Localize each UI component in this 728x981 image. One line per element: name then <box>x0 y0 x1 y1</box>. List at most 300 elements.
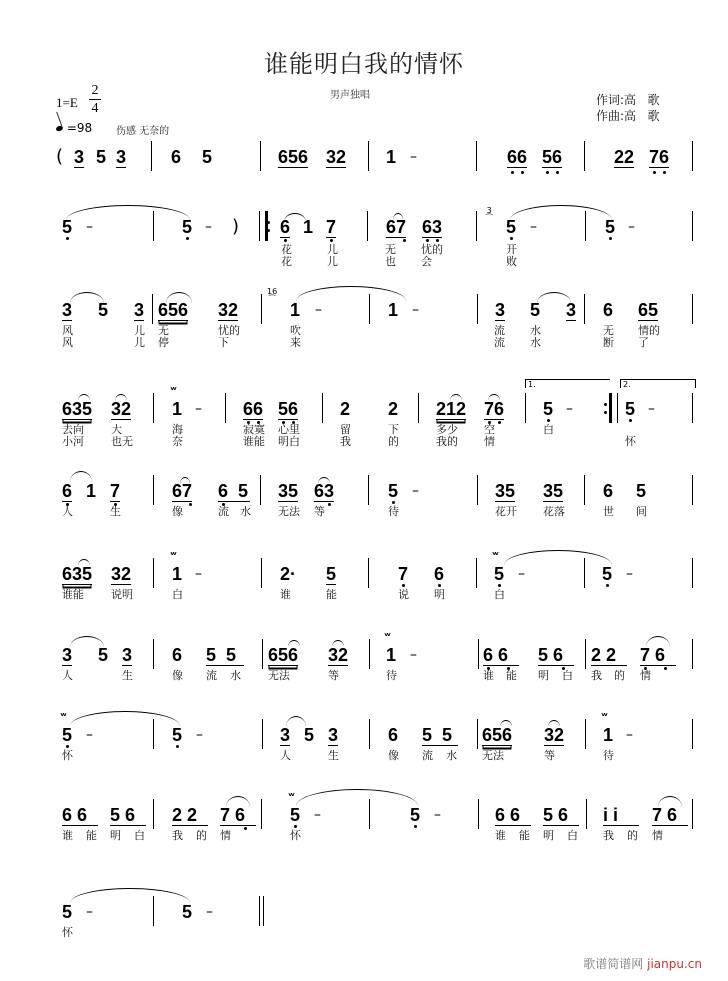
barline <box>585 719 586 749</box>
barline <box>368 141 369 171</box>
lyric: 开 <box>506 243 517 256</box>
note: 5 <box>625 399 636 419</box>
note: 5 <box>202 147 213 167</box>
lyric: 生 <box>122 669 133 682</box>
lyric: 我 <box>172 829 183 842</box>
note: 5 <box>172 725 183 745</box>
tempo-marking <box>56 121 92 135</box>
note-group: 66 <box>507 147 528 167</box>
note-group: 66 <box>243 399 264 419</box>
note: 6 <box>434 564 445 584</box>
lyric: 等 <box>314 505 325 518</box>
note-group: 6 6 <box>495 805 531 826</box>
lyric: 下 <box>218 336 229 349</box>
barline <box>369 719 370 749</box>
lyric: 明 <box>543 829 554 842</box>
note-group: 32 <box>326 147 347 167</box>
barline <box>369 799 370 829</box>
barline <box>692 799 693 829</box>
lyric: 人 <box>280 749 291 762</box>
score-line-4 <box>0 380 728 459</box>
note: 3 <box>495 300 506 320</box>
note-group: 32 <box>111 399 132 419</box>
note: 5 <box>494 564 505 584</box>
lyric: 海 <box>172 423 183 436</box>
tie <box>66 205 190 220</box>
lyric: 流 <box>422 749 433 762</box>
barline <box>262 719 263 749</box>
note: 5 <box>182 902 193 922</box>
lyric: 无法 <box>268 669 290 682</box>
tie <box>296 286 406 301</box>
sustain-dash: – <box>195 566 202 582</box>
note-group: 656 <box>482 725 513 745</box>
barline <box>585 211 586 241</box>
lyric: 明 <box>434 588 445 601</box>
score-line-6 <box>0 551 728 614</box>
note: 1 <box>86 481 97 501</box>
lyric: 吹 <box>290 324 301 337</box>
note: 2 <box>340 399 351 419</box>
lyric: 情 <box>484 435 495 448</box>
lyric: 人 <box>62 669 73 682</box>
lyric: 情 <box>220 829 231 842</box>
note: 3 <box>280 725 291 745</box>
lyric: 生 <box>328 749 339 762</box>
note-group: 635 <box>62 564 93 584</box>
lyric: 的 <box>614 669 625 682</box>
lyric: 谁 <box>280 588 291 601</box>
barline <box>262 639 263 669</box>
expression-marking: 伤感 无奈的 <box>116 126 170 137</box>
note: 5 <box>602 564 613 584</box>
note: 5 <box>290 805 301 825</box>
sustain-dash: – <box>196 727 203 743</box>
sustain-dash: – <box>410 647 417 663</box>
note: 1 <box>172 564 183 584</box>
lyric: 也无 <box>111 435 133 448</box>
note: 1 <box>603 725 614 745</box>
note: 1 <box>172 399 183 419</box>
barline <box>153 639 154 669</box>
lyric: 能 <box>326 588 337 601</box>
volta-1: 1. <box>525 379 610 388</box>
mordent-icon: ᵛᵛ <box>492 551 498 561</box>
note: 5 <box>605 217 616 237</box>
barline <box>153 475 154 505</box>
note: 5 <box>530 300 541 320</box>
mordent-icon: ᵛᵛ <box>60 712 66 722</box>
note: 6 <box>280 217 291 237</box>
lyric: 像 <box>388 749 399 762</box>
lyric: 明 <box>110 829 121 842</box>
note: 5 <box>62 902 73 922</box>
barline <box>261 294 262 324</box>
grace-note: 3 ⁀ <box>486 206 493 223</box>
lyric: 忧的 <box>421 243 443 256</box>
barline <box>692 475 693 505</box>
note: 3 <box>62 300 73 320</box>
lyric: 白 <box>134 829 145 842</box>
score-line-8 <box>0 712 728 775</box>
sustain-dash: – <box>86 727 93 743</box>
sustain-dash: – <box>206 904 213 920</box>
barline <box>478 799 479 829</box>
lyric: 白 <box>567 829 578 842</box>
mordent-icon: ᵛᵛ <box>170 386 176 396</box>
barline <box>586 799 587 829</box>
lyric: 无法 <box>278 505 300 518</box>
note: 5 <box>182 217 193 237</box>
lyric: 我的 <box>436 435 458 448</box>
note-group: 7 6 <box>652 805 688 826</box>
key-signature: 1=E <box>56 95 78 110</box>
lyric: 说 <box>398 588 409 601</box>
lyric: 怀 <box>62 926 73 939</box>
barline <box>260 141 261 171</box>
note: 1 <box>303 217 314 237</box>
note-group: 35 <box>543 481 564 501</box>
lyric: 奈 <box>172 435 183 448</box>
note: 7 <box>398 564 409 584</box>
note-group: 63 <box>422 217 443 237</box>
lyric: 情 <box>652 829 663 842</box>
lyric: 儿 <box>134 324 145 337</box>
lyric: 风 <box>62 324 73 337</box>
note: 5 <box>96 147 107 167</box>
lyric: 花落 <box>543 505 565 518</box>
lyric: 心里 <box>278 423 300 436</box>
lyric: 谁能 <box>62 588 84 601</box>
lyric: 断 <box>603 336 614 349</box>
lyric: 谁 <box>62 829 73 842</box>
note-group: 212 <box>436 399 467 419</box>
lyric: 我 <box>591 669 602 682</box>
lyric: 下 <box>388 423 399 436</box>
song-title: 谁能明白我的情怀 <box>264 50 464 78</box>
note: 3 <box>122 645 133 665</box>
lyric: 像 <box>172 669 183 682</box>
sustain-dash: – <box>530 219 537 235</box>
watermark <box>583 955 702 972</box>
barline <box>369 294 370 324</box>
lyric: 待 <box>386 669 397 682</box>
note: 3 <box>566 300 577 320</box>
note: 3 <box>134 300 145 320</box>
watermark-cn: 歌谱简谱网 <box>583 957 644 971</box>
note-group: 6 6 <box>62 805 98 826</box>
lyric: 花开 <box>495 505 517 518</box>
quarter-note-icon <box>55 125 63 132</box>
barline <box>153 393 154 423</box>
score-line-5 <box>0 481 728 531</box>
barline <box>692 211 693 241</box>
barline <box>692 393 693 423</box>
lyric: 等 <box>544 749 555 762</box>
note-group: 656 <box>278 147 309 167</box>
lyric: 怀 <box>625 435 636 448</box>
sustain-dash: – <box>628 219 635 235</box>
lyric: 忧的 <box>218 324 240 337</box>
note: 5 <box>543 399 554 419</box>
score-line-1 <box>0 147 728 187</box>
note-group: 76 <box>484 399 505 419</box>
note: 3 <box>62 645 73 665</box>
note: 5 <box>304 725 315 745</box>
lyric: 水 <box>530 324 541 337</box>
barline <box>525 393 526 423</box>
lyric: 人 <box>62 505 73 518</box>
note: 5 <box>410 805 421 825</box>
lyric: 儿 <box>327 243 338 256</box>
lyric: 的 <box>627 829 638 842</box>
note: 5 <box>98 300 109 320</box>
note-group: 5 6 <box>110 805 146 826</box>
note-group: 2 2 <box>172 805 208 826</box>
note: 6 <box>603 481 614 501</box>
sustain-dash: – <box>410 149 417 165</box>
lyric: 寂寞 <box>243 423 265 436</box>
mordent-icon: ᵛᵛ <box>601 712 607 722</box>
sustain-dash: – <box>412 302 419 318</box>
time-signature <box>89 82 101 117</box>
sustain-dash: – <box>205 219 212 235</box>
barline <box>584 294 585 324</box>
note: 2 <box>388 399 399 419</box>
note-group: 635 <box>62 399 93 419</box>
note-group: 32 <box>544 725 565 745</box>
final-barline <box>259 896 264 926</box>
barline <box>153 896 154 926</box>
sustain-dash: – <box>434 807 441 823</box>
lyric: 无 <box>158 324 169 337</box>
barline <box>692 639 693 669</box>
lyric: 待 <box>603 749 614 762</box>
tempo-value: =98 <box>66 121 93 135</box>
score-line-9 <box>0 792 728 855</box>
lyric: 白 <box>172 588 183 601</box>
note: 3 <box>74 147 85 167</box>
note-group: 35 <box>278 481 299 501</box>
note: 6 <box>62 481 73 501</box>
lyric: 去向 <box>62 423 84 436</box>
lyric: 世 <box>603 505 614 518</box>
lyric: 怀 <box>62 749 73 762</box>
barline <box>153 719 154 749</box>
mordent-icon: ᵛᵛ <box>170 551 176 561</box>
barline <box>369 639 370 669</box>
lyric: 水 <box>240 505 251 518</box>
note: 1 <box>388 300 399 320</box>
note: 5 <box>62 217 73 237</box>
barline <box>260 475 261 505</box>
lyric: 能 <box>506 669 517 682</box>
lyric: 明 <box>538 669 549 682</box>
lyric: 儿 <box>134 336 145 349</box>
note: 5 <box>636 481 647 501</box>
lyric: 谁能 <box>243 435 265 448</box>
lyric: 花 <box>281 243 292 256</box>
note: 6 <box>388 725 399 745</box>
barline <box>322 393 323 423</box>
lyric: 间 <box>636 505 647 518</box>
lyric: 说明 <box>111 588 133 601</box>
note-group: 65 <box>638 300 659 320</box>
barline <box>476 558 477 588</box>
lyric: 能 <box>519 829 530 842</box>
barline <box>368 558 369 588</box>
note-group: 56 <box>278 399 299 419</box>
lyric: 谁 <box>495 829 506 842</box>
note-group: 22 <box>614 147 635 167</box>
barline <box>584 475 585 505</box>
repeat-start <box>259 211 268 241</box>
open-paren: ( <box>56 146 64 167</box>
barline <box>476 211 477 241</box>
lyric: 败 <box>506 255 517 268</box>
sustain-dash: – <box>626 566 633 582</box>
note-group: 5 6 <box>543 805 579 826</box>
lyric: 谁 <box>483 669 494 682</box>
barline <box>368 475 369 505</box>
note-group: 7 6 <box>640 645 676 666</box>
score-line-10 <box>0 902 728 952</box>
lyric: 白 <box>543 423 554 436</box>
score-line-7 <box>0 632 728 695</box>
composer: 作曲:高 歌 <box>596 109 660 123</box>
sustain-dash: – <box>412 483 419 499</box>
lyric: 流 <box>494 336 505 349</box>
note-group: 67 <box>386 217 407 237</box>
note-group: 2 2 <box>591 645 627 666</box>
watermark-site: jianpu.cn <box>647 957 702 971</box>
performance-type: 男声独唱 <box>330 90 370 101</box>
lyric: 停 <box>158 336 169 349</box>
barline <box>153 211 154 241</box>
note-group: 32 <box>111 564 132 584</box>
lyric: 了 <box>638 336 649 349</box>
barline <box>584 141 585 171</box>
grace-note: 16 ⁀ <box>267 287 278 304</box>
barline <box>153 558 154 588</box>
tie <box>70 711 180 726</box>
lyric: 情的 <box>638 324 660 337</box>
note: 7 <box>326 217 337 237</box>
volta-2: 2. <box>620 379 696 388</box>
lyric: 多少 <box>436 423 458 436</box>
lyric: 也 <box>385 255 396 268</box>
lyric: 我 <box>340 435 351 448</box>
note: 3 <box>328 725 339 745</box>
sustain-dash: – <box>566 401 573 417</box>
note: 7 <box>110 481 121 501</box>
note: 5 <box>388 481 399 501</box>
barline <box>692 558 693 588</box>
credits <box>596 92 660 124</box>
lyric: 会 <box>421 255 432 268</box>
lyric: 留 <box>340 423 351 436</box>
lyric: 能 <box>86 829 97 842</box>
note: 6 <box>172 645 183 665</box>
lyric: 无 <box>385 243 396 256</box>
barline <box>584 558 585 588</box>
lyric: 待 <box>388 505 399 518</box>
lyric: 小河 <box>62 435 84 448</box>
barline <box>692 719 693 749</box>
note: 2· <box>280 564 297 584</box>
barline <box>151 141 152 171</box>
score-line-2 <box>0 206 728 277</box>
barline <box>478 639 479 669</box>
lyric: 的 <box>388 435 399 448</box>
sustain-dash: – <box>86 904 93 920</box>
lyric: 像 <box>172 505 183 518</box>
sustain-dash: – <box>518 566 525 582</box>
tie <box>296 789 418 806</box>
barline <box>261 799 262 829</box>
lyric: 水 <box>530 336 541 349</box>
lyric: 水 <box>446 749 457 762</box>
lyric: 花 <box>281 255 292 268</box>
note: 6 <box>171 147 182 167</box>
mordent-icon: ᵛᵛ <box>384 632 390 642</box>
lyric: 风 <box>62 336 73 349</box>
barline <box>476 141 477 171</box>
note-group: 5 5 <box>422 725 458 746</box>
note-group: 32 <box>328 645 349 665</box>
lyric: 流 <box>206 669 217 682</box>
lyric: 我 <box>603 829 614 842</box>
note-group: 656 <box>268 645 299 665</box>
note-group: 32 <box>218 300 239 320</box>
note-group: 56 <box>542 147 563 167</box>
barline <box>261 558 262 588</box>
barline <box>585 639 586 669</box>
lyric: 生 <box>110 505 121 518</box>
barline <box>225 393 226 423</box>
note-group: 5 6 <box>538 645 574 666</box>
close-paren: ) <box>232 216 240 237</box>
note-group: i i <box>603 805 639 826</box>
tie <box>504 550 612 565</box>
time-denominator: 4 <box>91 101 99 116</box>
lyric: 流 <box>218 505 229 518</box>
barline <box>152 294 153 324</box>
note-group: 76 <box>649 147 670 167</box>
lyric: 无 <box>603 324 614 337</box>
sustain-dash: – <box>195 401 202 417</box>
barline <box>477 475 478 505</box>
lyric: 等 <box>328 669 339 682</box>
barline <box>477 719 478 749</box>
note-group: 63 <box>314 481 335 501</box>
note: 5 <box>62 725 73 745</box>
barline <box>153 799 154 829</box>
lyric: 流 <box>494 324 505 337</box>
barline <box>692 141 693 171</box>
lyric: 空 <box>484 423 495 436</box>
lyric: 白 <box>562 669 573 682</box>
sustain-dash: – <box>315 302 322 318</box>
note: 6 <box>603 300 614 320</box>
note-group: 6 6 <box>483 645 519 666</box>
barline <box>692 294 693 324</box>
tie <box>70 888 190 903</box>
lyric: 来 <box>290 336 301 349</box>
lyric: 的 <box>196 829 207 842</box>
lyric: 水 <box>230 669 241 682</box>
lyric: 无法 <box>482 749 504 762</box>
